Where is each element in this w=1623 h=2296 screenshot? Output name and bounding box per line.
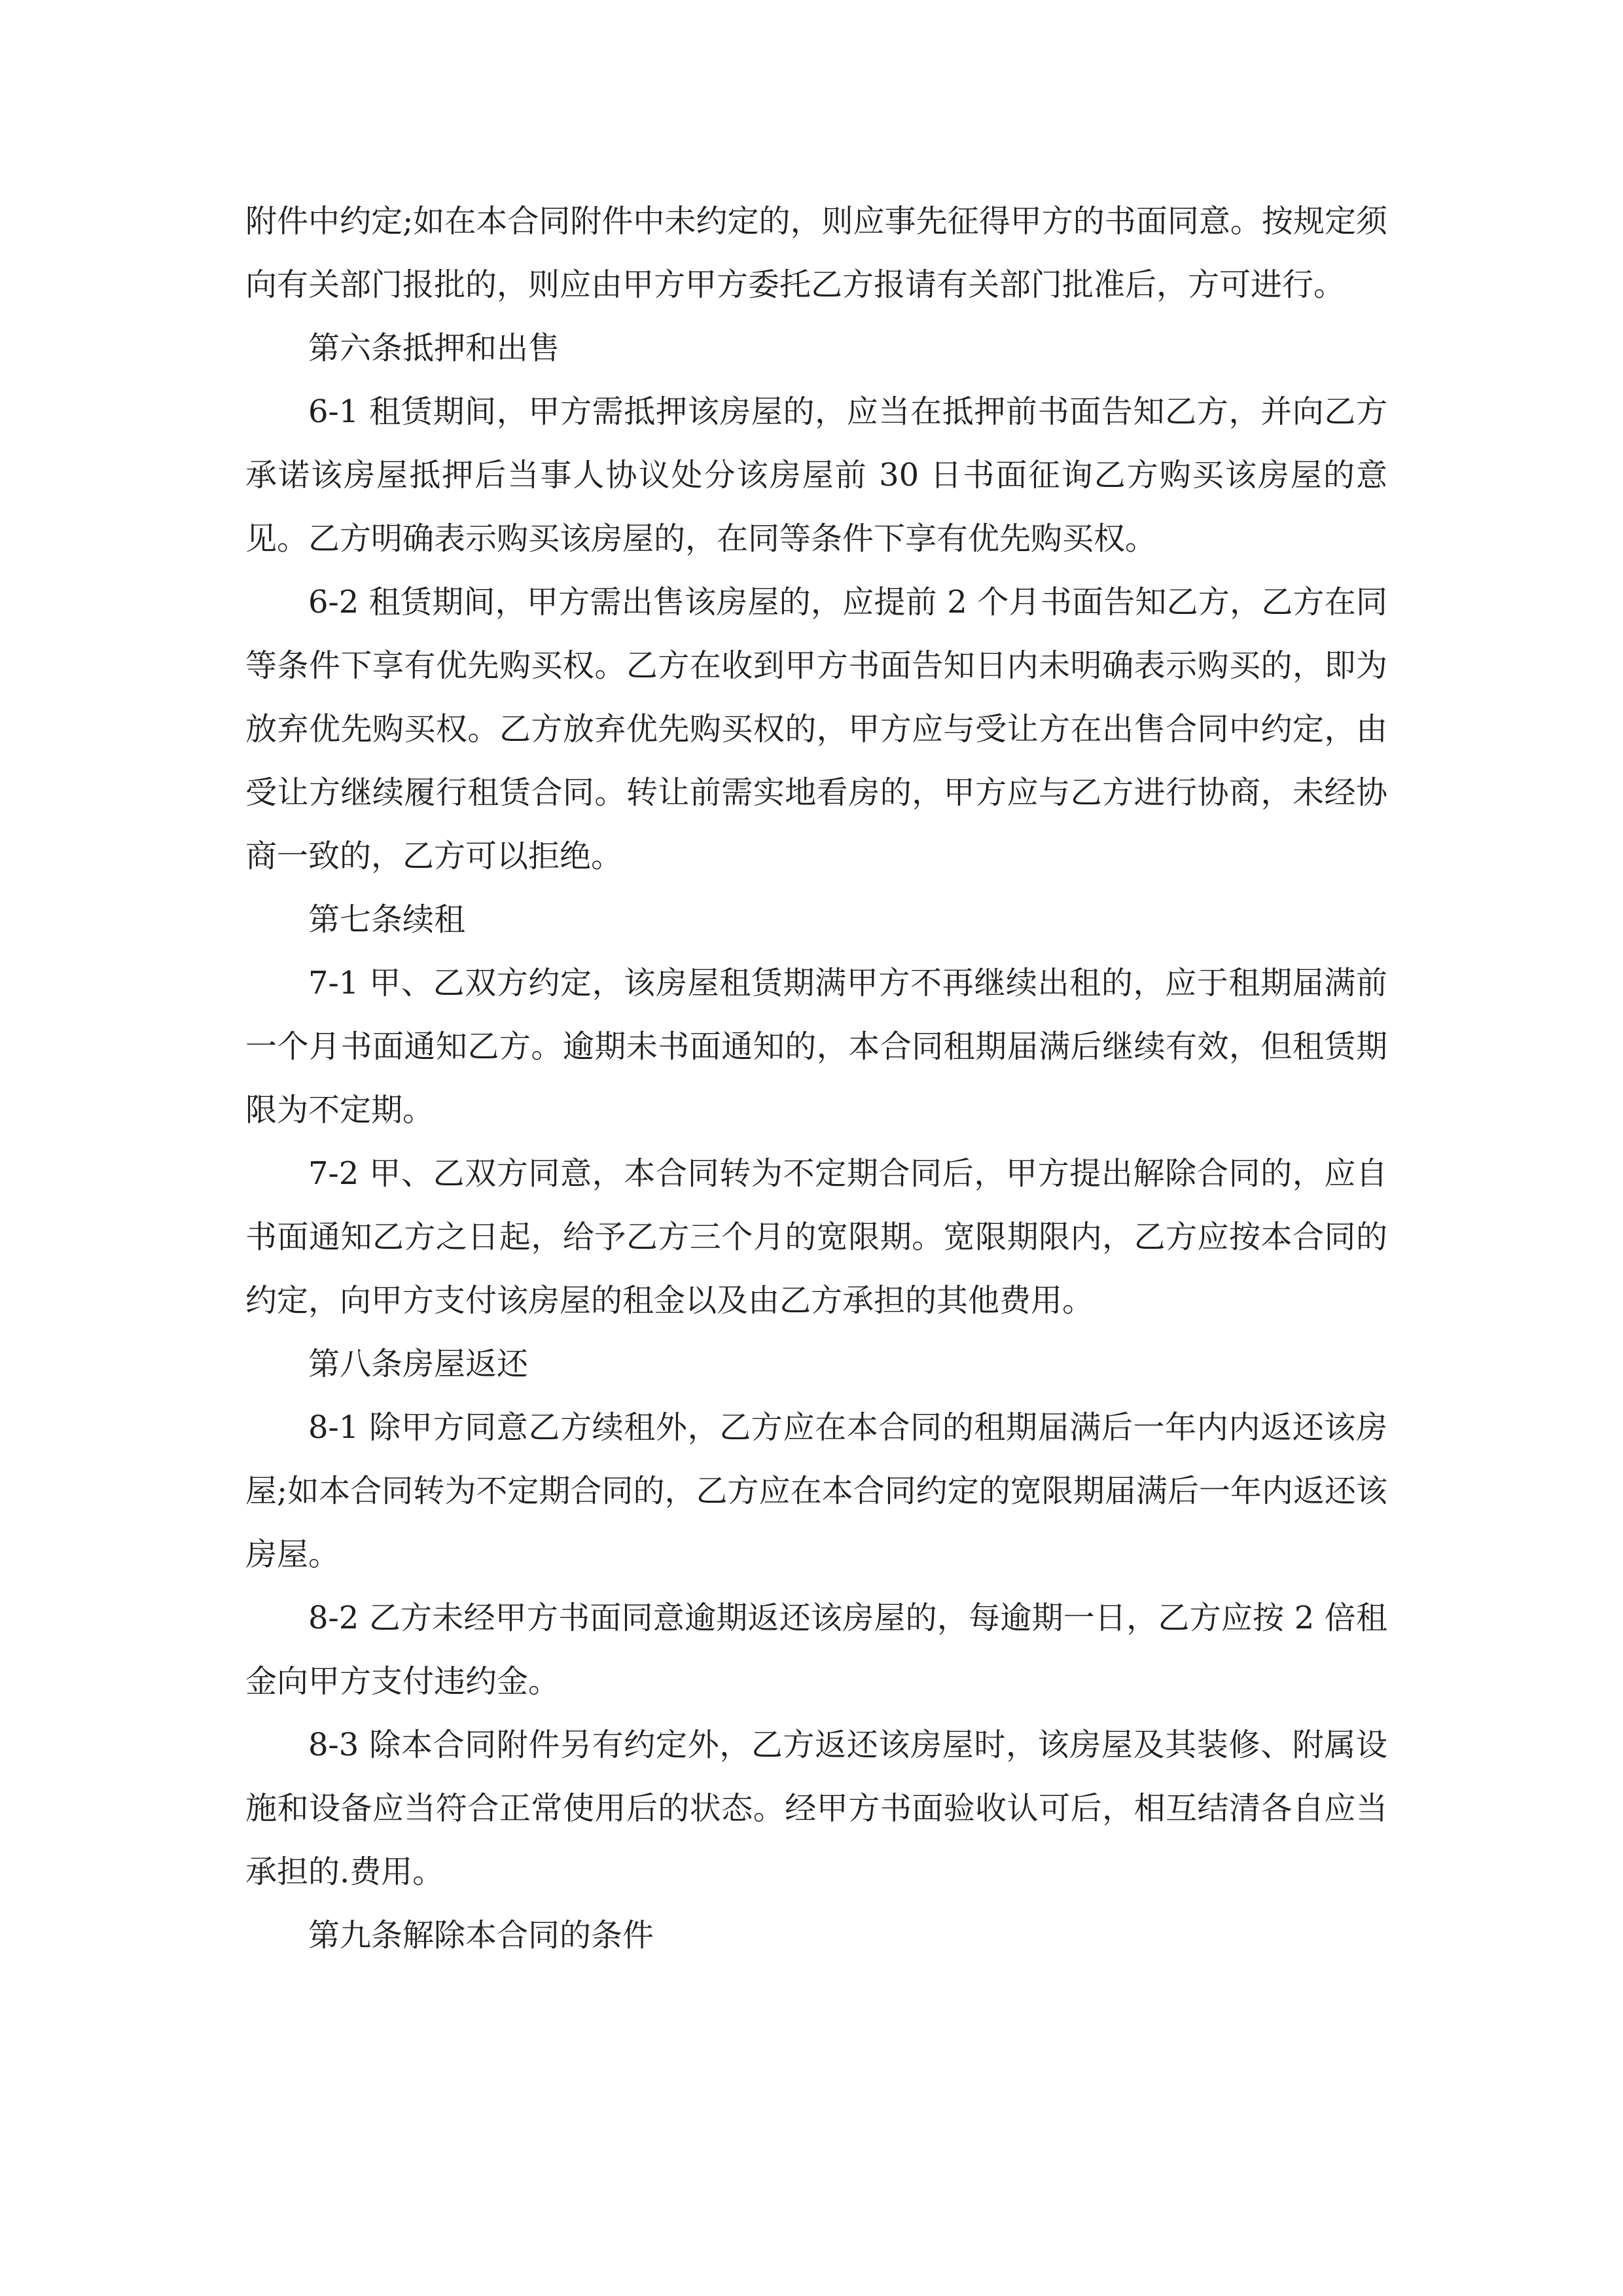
clause-7-1: 7-1 甲、乙双方约定，该房屋租赁期满甲方不再继续出租的，应于租期届满前一个月书面通知乙方。逾期未书面通知的，本合同租期届满后继续有效，但租赁期限为不定期。	[245, 965, 1387, 1128]
clause-8-3: 8-3 除本合同附件另有约定外，乙方返还该房屋时，该房屋及其装修、附属设施和设备应当符合正常使用后的状态。经甲方书面验收认可后，相互结清各自应当承担的.费用。	[245, 1727, 1387, 1890]
section-heading-article-9: 第九条解除本合同的条件	[308, 1917, 654, 1954]
clause-8-1: 8-1 除甲方同意乙方续租外，乙方应在本合同的租期届满后一年内内返还该房屋;如本合同转为不定期合同的，乙方应在本合同约定的宽限期届满后一年内返还该房屋。	[245, 1409, 1387, 1573]
clause-7-2: 7-2 甲、乙双方同意，本合同转为不定期合同后，甲方提出解除合同的，应自书面通知乙方之日起，给予乙方三个月的宽限期。宽限期限内，乙方应按本合同的约定，向甲方支付该房屋的租金以及由乙方承担的其他费用。	[245, 1155, 1387, 1319]
section-heading-article-7: 第七条续租	[308, 901, 466, 938]
paragraph-continuation: 附件中约定;如在本合同附件中未约定的，则应事先征得甲方的书面同意。按规定须向有关部门报批的，则应由甲方甲方委托乙方报请有关部门批准后，方可进行。	[245, 203, 1387, 303]
clause-8-2: 8-2 乙方未经甲方书面同意逾期返还该房屋的，每逾期一日，乙方应按 2 倍租金向甲方支付违约金。	[245, 1600, 1387, 1700]
section-heading-article-8: 第八条房屋返还	[308, 1346, 529, 1382]
document-body	[245, 190, 1387, 1967]
section-heading-article-6: 第六条抵押和出售	[308, 330, 560, 367]
clause-6-2: 6-2 租赁期间，甲方需出售该房屋的，应提前 2 个月书面告知乙方，乙方在同等条件下享有优先购买权。乙方在收到甲方书面告知日内未明确表示购买的，即为放弃优先购买权。乙方放弃优先购买权的，甲方应与受让方在出售合同中约定，由受让方继续履行租赁合同。转让前需实地看房的，甲方应与乙方进行协商，未经协商一致的，乙方可以拒绝。	[245, 584, 1387, 874]
clause-6-1: 6-1 租赁期间，甲方需抵押该房屋的，应当在抵押前书面告知乙方，并向乙方承诺该房屋抵押后当事人协议处分该房屋前 30 日书面征询乙方购买该房屋的意见。乙方明确表示购买该房屋的，在同等条件下享有优先购买权。	[245, 393, 1387, 557]
